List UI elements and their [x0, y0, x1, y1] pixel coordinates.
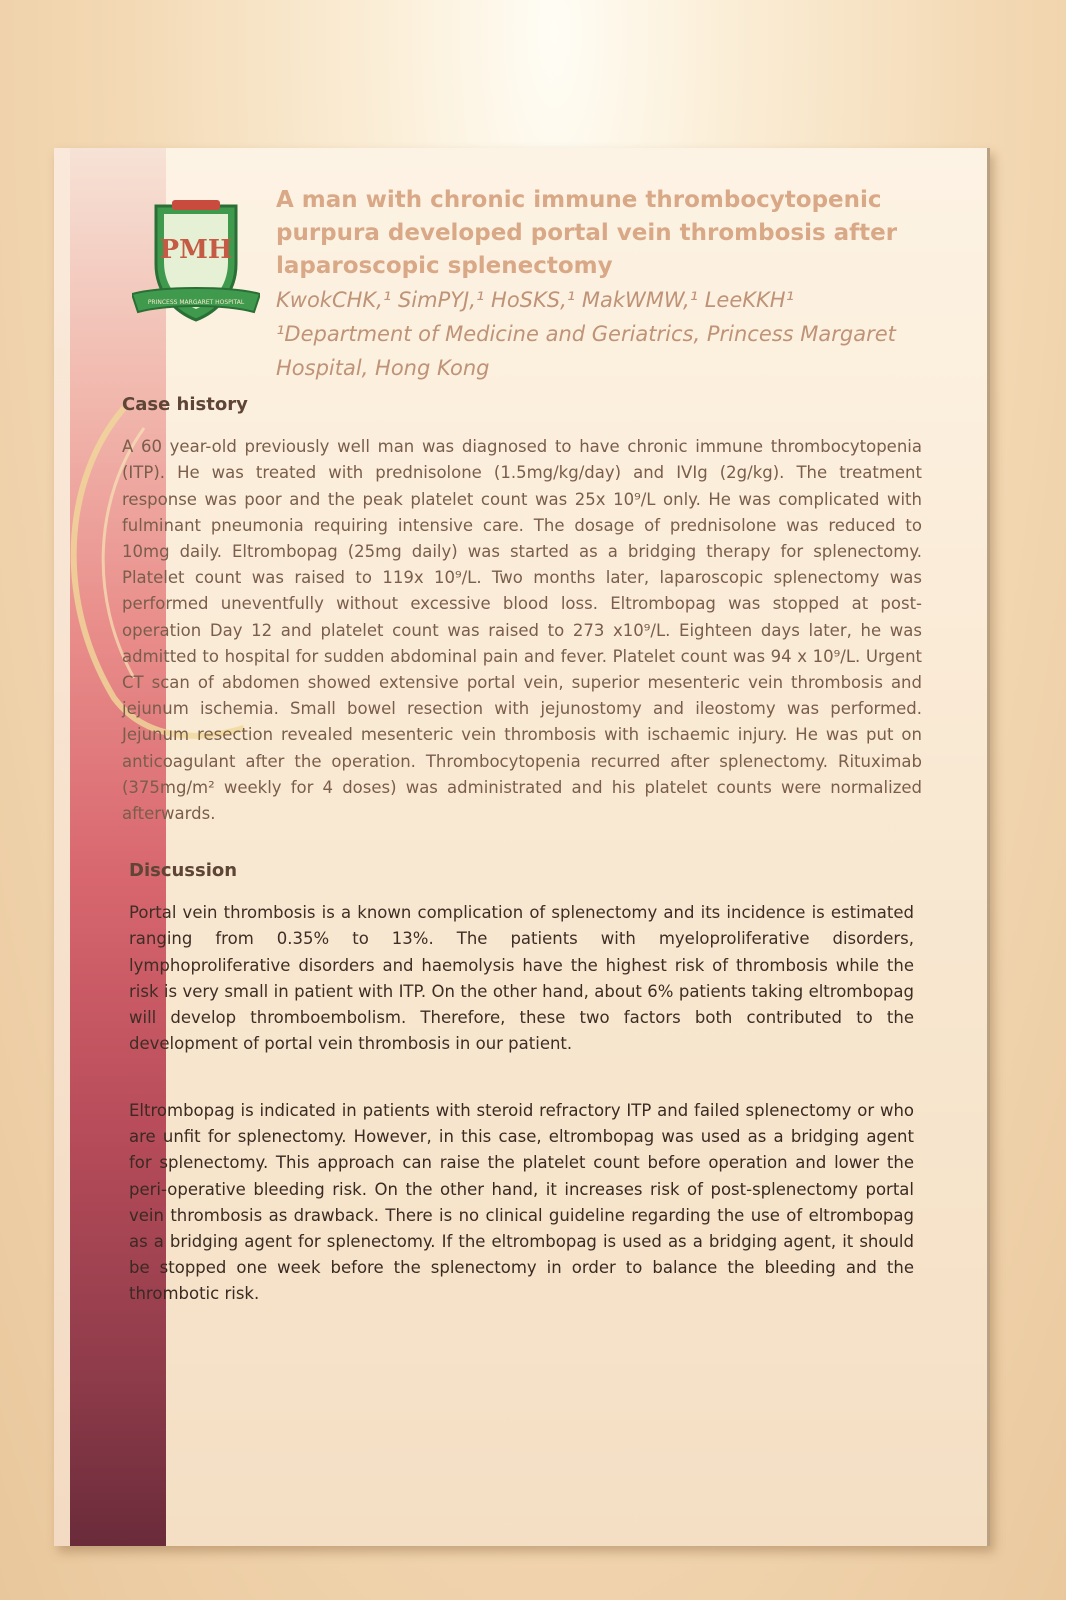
discussion-continued-section [129, 1098, 914, 1308]
affiliation-line: ¹Department of Medicine and Geriatrics, Princess Margaret Hospital, Hong Kong [276, 322, 896, 380]
case-history-heading: Case history [122, 394, 248, 415]
case-history-section [122, 392, 922, 827]
authors-line: KwokCHK,¹ SimPYJ,¹ HoSKS,¹ MakWMW,¹ LeeKKH¹ [276, 288, 795, 312]
crest-icon [132, 194, 260, 334]
svg-text:PMH: PMH [159, 235, 233, 265]
svg-text:PRINCESS MARGARET HOSPITAL: PRINCESS MARGARET HOSPITAL [147, 299, 245, 306]
title-block [276, 184, 916, 385]
case-history-text: A 60 year-old previously well man was diagnosed to have chronic immune thrombocytopenia (ITP). He was treated with prednisolone (1.5mg/kg/day) and IVIg (2g/kg). The treatment response was poor and the peak platelet count was 25x 10⁹/L only. He was complicated with fulminant pneumonia requiring intensive care. The dosage of prednisolone was reduced to 10mg daily. Eltrombopag (25mg daily) was started as a bridging therapy for splenectomy. Platelet count was raised to 119x 10⁹/L. Two months later, laparoscopic splenectomy was performed uneventfully without excessive blood loss. Eltrombopag was stopped at post-operation Day 12 and platelet count was raised to 273 x10⁹/L. Eighteen days later, he was admitted to hospital for sudden abdominal pain and fever. Platelet count was 94 x 10⁹/L. Urgent CT scan of abdomen showed extensive portal vein, superior mesenteric vein thrombosis and jejunum ischemia. Small bowel resection with jejunostomy and ileostomy was performed. Jejunum resection revealed mesenteric vein thrombosis with ischaemic injury. He was put on anticoagulant after the operation. Thrombocytopenia recurred after splenectomy. Rituximab (375mg/m² weekly for 4 doses) was administrated and his platelet counts were normalized afterwards. [122, 437, 922, 824]
poster-board [54, 148, 990, 1546]
red-side-stripe [70, 148, 166, 1546]
hospital-logo [132, 194, 260, 334]
discussion-section [129, 858, 914, 1057]
discussion-paragraph-1: Portal vein thrombosis is a known complication of splenectomy and its incidence is estimated ranging from 0.35% to 13%. The patients with myeloproliferative disorders, lymphoproliferative disorders and haemolysis have the highest risk of thrombosis while the risk is very small in patient with ITP. On the other hand, about 6% patients taking eltrombopag will develop thromboembolism. Therefore, these two factors both contributed to the development of portal vein thrombosis in our patient. [129, 903, 914, 1054]
discussion-paragraph-2: Eltrombopag is indicated in patients with steroid refractory ITP and failed splenectomy or who are unfit for splenectomy. However, in this case, eltrombopag was used as a bridging agent for splenectomy. This approach can raise the platelet count before operation and lower the peri-operative bleeding risk. On the other hand, it increases risk of post-splenectomy portal vein thrombosis as drawback. There is no clinical guideline regarding the use of eltrombopag as a bridging agent for splenectomy. If the eltrombopag is used as a bridging agent, it should be stopped one week before the splenectomy in order to balance the bleeding and the thrombotic risk. [129, 1101, 914, 1304]
poster-edge [987, 148, 990, 1546]
pale-stripe [54, 148, 70, 1546]
poster-title: A man with chronic immune thrombocytopenic purpura developed portal vein thrombosis after laparoscopic splenectomy [276, 187, 898, 279]
discussion-heading: Discussion [129, 860, 238, 881]
